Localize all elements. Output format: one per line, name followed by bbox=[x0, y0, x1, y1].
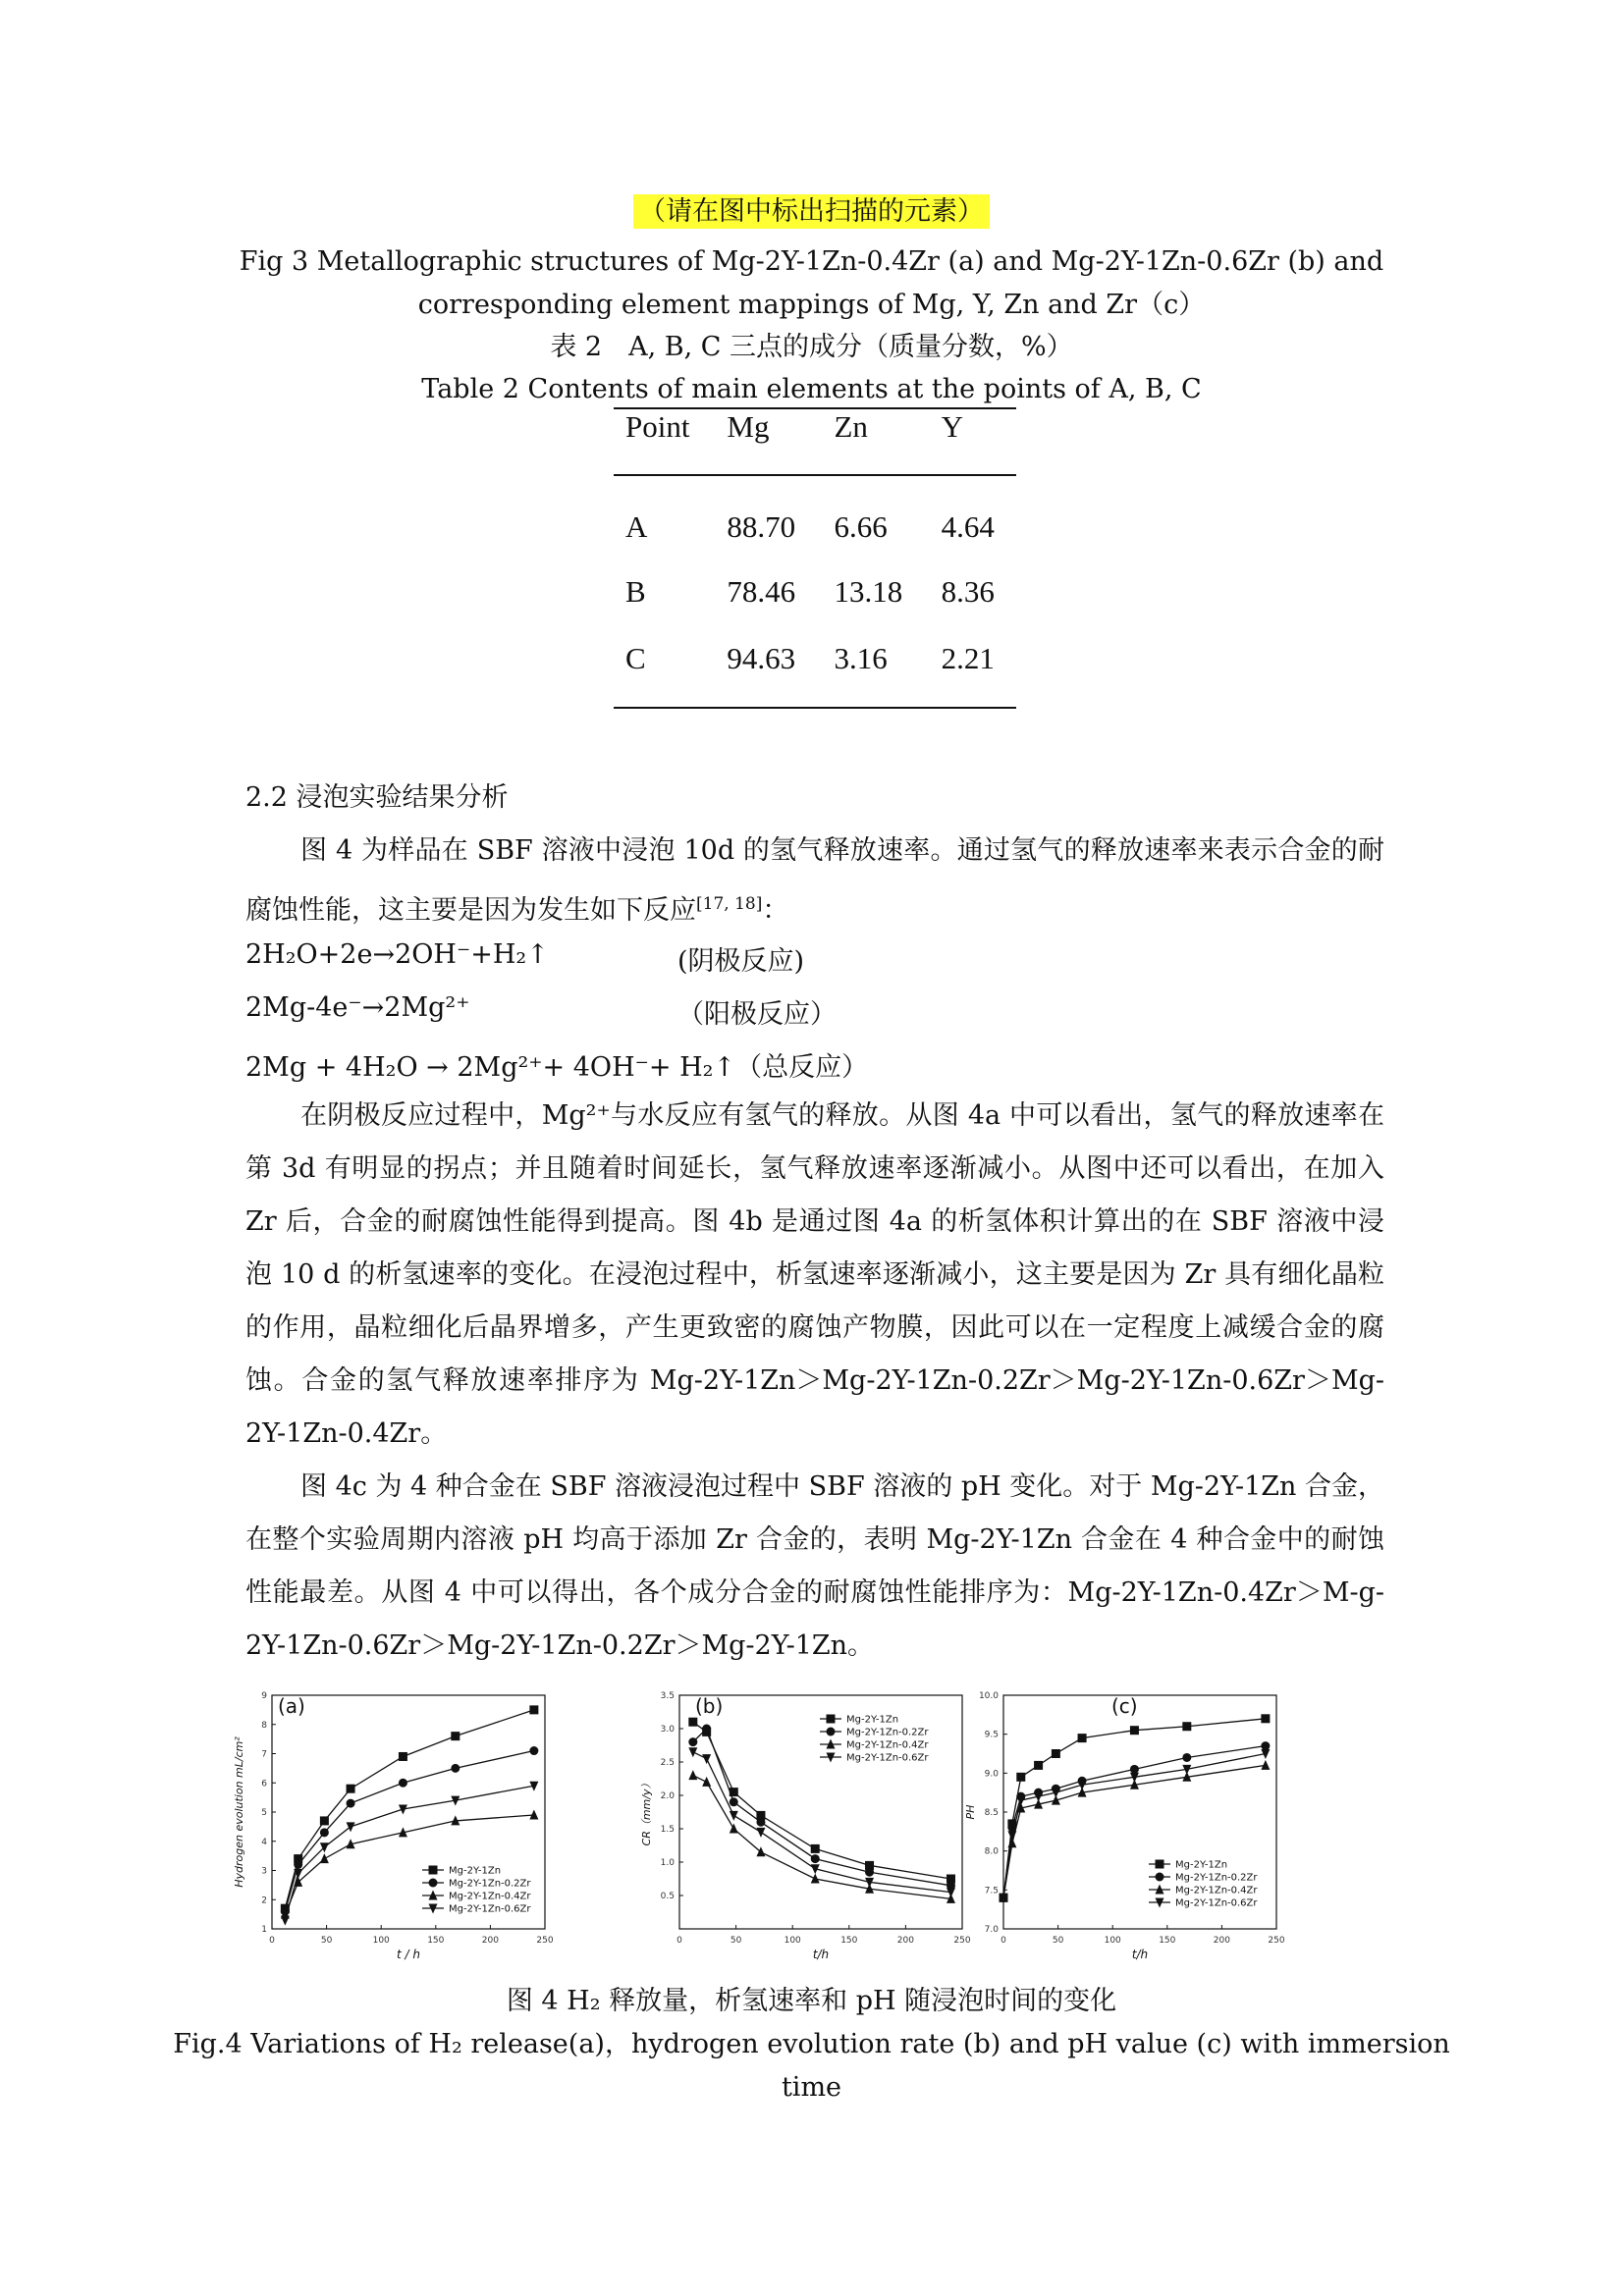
table-header-row bbox=[614, 408, 1016, 475]
x-tick-label: 100 bbox=[784, 1936, 801, 1946]
x-axis-label: t/h bbox=[812, 1948, 830, 1961]
y-tick-label: 9 bbox=[261, 1691, 267, 1701]
legend bbox=[422, 1866, 531, 1915]
data-point bbox=[347, 1822, 355, 1832]
x-axis-label: t/h bbox=[1131, 1948, 1149, 1961]
data-point bbox=[1261, 1760, 1270, 1770]
fig4-caption-cn: 图 4 H₂ 释放量，析氢速率和 pH 随浸泡时间的变化 bbox=[506, 1986, 1117, 2016]
series bbox=[281, 1809, 539, 1918]
series-line bbox=[1003, 1719, 1266, 1897]
data-point bbox=[451, 1764, 460, 1773]
data-point bbox=[756, 1828, 765, 1838]
data-point bbox=[1156, 1873, 1164, 1882]
fig3-caption-line1: Fig 3 Metallographic structures of Mg-2Y-1Zn-0.4Zr (a) and Mg-2Y-1Zn-0.6Zr (b) and bbox=[239, 246, 1384, 277]
x-tick-label: 250 bbox=[1268, 1936, 1285, 1946]
data-point bbox=[702, 1754, 711, 1764]
y-tick-label: 10.0 bbox=[978, 1691, 999, 1701]
cell: 88.70 bbox=[727, 509, 796, 544]
para1-text: 图 4 为样品在 SBF 溶液中浸泡 10d 的氢气释放速率。通过氢气的释放速率来表示合金的耐腐蚀性能，这主要是因为发生如下反应 bbox=[245, 835, 1384, 926]
legend-entry: Mg-2Y-1Zn-0.6Zr bbox=[449, 1903, 531, 1915]
data-point bbox=[1078, 1734, 1087, 1742]
para1-end: ： bbox=[762, 895, 789, 926]
data-point bbox=[1130, 1765, 1139, 1774]
highlight-note: （请在图中标出扫描的元素） bbox=[0, 193, 1623, 231]
panel-label: (a) bbox=[278, 1694, 305, 1718]
data-point bbox=[730, 1811, 738, 1821]
x-tick-label: 50 bbox=[320, 1936, 333, 1946]
paragraph-3: 图 4c 为 4 种合金在 SBF 溶液浸泡过程中 SBF 溶液的 pH 变化。对于 Mg-2Y-1Zn 合金，在整个实验周期内溶液 pH 均高于添加 Zr 合金的，表明 Mg-2Y-1Zn 合金在 4 种合金中的耐蚀性能最差。从图 4 中可以得出，各个成分合金的耐腐蚀性能排序为：Mg-2Y-1Zn-0.4Zr＞M-g-2Y-1Zn-0.6Zr＞Mg-2Y-1Zn-0.2Zr＞Mg-2Y-1Zn。 bbox=[245, 1471, 1384, 1661]
equation-formula: 2Mg + 4H₂O → 2Mg²⁺+ 4OH⁻+ H₂↑（总反应） bbox=[245, 1052, 869, 1083]
legend-entry: Mg-2Y-1Zn-0.4Zr bbox=[846, 1739, 929, 1751]
y-tick-label: 9.5 bbox=[984, 1730, 999, 1740]
legend-entry: Mg-2Y-1Zn bbox=[449, 1865, 502, 1877]
cell: 8.36 bbox=[941, 573, 995, 609]
data-point bbox=[281, 1916, 290, 1926]
panel-label: (c) bbox=[1111, 1694, 1138, 1718]
col-y: Y bbox=[930, 408, 1016, 475]
data-point bbox=[429, 1879, 438, 1888]
y-tick-label: 2.0 bbox=[660, 1791, 675, 1801]
y-tick-label: 7.5 bbox=[984, 1886, 999, 1896]
x-tick-label: 100 bbox=[372, 1936, 390, 1946]
data-point bbox=[347, 1799, 355, 1808]
x-axis-label: t / h bbox=[397, 1948, 420, 1961]
legend-entry: Mg-2Y-1Zn-0.2Zr bbox=[449, 1878, 531, 1890]
cell: 78.46 bbox=[727, 573, 796, 609]
chart-hydrogen-evolution-rate bbox=[638, 1683, 972, 1961]
x-tick-label: 150 bbox=[1159, 1936, 1176, 1946]
data-point bbox=[320, 1816, 329, 1825]
table2-title-en: Table 2 Contents of main elements at the points of A, B, C bbox=[421, 374, 1202, 404]
fig3-caption-line2: corresponding element mappings of Mg, Y, Zn and Zr（c） bbox=[417, 290, 1206, 320]
data-point bbox=[294, 1860, 302, 1869]
fig4-caption-en-line1: Fig.4 Variations of H₂ release(a)，hydrogen evolution rate (b) and pH value (c) with immersion bbox=[173, 2029, 1450, 2059]
paragraph-2: 在阴极反应过程中，Mg²⁺与水反应有氢气的释放。从图 4a 中可以看出，氢气的释放速率在第 3d 有明显的拐点；并且随着时间延长，氢气释放速率逐渐减小。从图中还可以看出，在加入 Zr 后，合金的耐腐蚀性能得到提高。图 4b 是通过图 4a 的析氢体积计算出的在 SBF 溶液中浸泡 10 d 的析氢速率的变化。在浸泡过程中，析氢速率逐渐减小，这主要是因为 Zr 具有细化晶粒的作用，晶粒细化后晶界增多，产生更致密的腐蚀产物膜，因此可以在一定程度上减缓合金的腐蚀。合金的氢气释放速率排序为 Mg-2Y-1Zn＞Mg-2Y-1Zn-0.2Zr＞Mg-2Y-1Zn-0.6Zr＞Mg-2Y-1Zn-0.4Zr。 bbox=[245, 1100, 1384, 1449]
table-row bbox=[614, 553, 1016, 630]
legend bbox=[1149, 1860, 1258, 1909]
x-tick-label: 50 bbox=[730, 1936, 742, 1946]
y-tick-label: 6 bbox=[261, 1779, 267, 1789]
cell: A bbox=[625, 509, 648, 544]
data-point bbox=[688, 1770, 697, 1780]
legend bbox=[820, 1715, 929, 1764]
x-tick-label: 0 bbox=[269, 1936, 275, 1946]
fig4-caption-en-line2: time bbox=[781, 2072, 842, 2103]
data-point bbox=[1016, 1773, 1025, 1782]
equation-formula: 2H₂O+2e→2OH⁻+H₂↑ bbox=[245, 939, 549, 970]
y-tick-label: 8.0 bbox=[984, 1846, 999, 1857]
y-tick-label: 8 bbox=[261, 1720, 267, 1731]
equation-cathode bbox=[245, 939, 805, 977]
cell: 94.63 bbox=[715, 630, 822, 708]
data-point bbox=[730, 1824, 738, 1834]
data-point bbox=[529, 1705, 538, 1714]
paragraph-1 bbox=[245, 825, 1384, 937]
y-tick-label: 3 bbox=[261, 1866, 267, 1877]
data-point bbox=[1182, 1722, 1191, 1731]
x-tick-label: 200 bbox=[1213, 1936, 1230, 1946]
cell: B bbox=[625, 573, 646, 609]
data-point bbox=[347, 1785, 355, 1793]
panel-label: (b) bbox=[695, 1694, 724, 1718]
data-point bbox=[827, 1715, 836, 1724]
col-mg: Mg bbox=[715, 408, 822, 475]
cell: 13.18 bbox=[834, 573, 903, 609]
data-point bbox=[827, 1728, 836, 1736]
x-tick-label: 50 bbox=[1052, 1936, 1064, 1946]
equation-anode bbox=[245, 992, 837, 1030]
equation-label: (阴极反应) bbox=[677, 946, 805, 977]
x-tick-label: 250 bbox=[953, 1936, 971, 1946]
citation: [17, 18] bbox=[696, 894, 763, 914]
x-tick-label: 100 bbox=[1104, 1936, 1121, 1946]
series bbox=[688, 1747, 955, 1897]
data-point bbox=[1156, 1860, 1164, 1869]
data-point bbox=[1016, 1796, 1025, 1806]
cell: 6.66 bbox=[834, 509, 888, 544]
data-point bbox=[947, 1888, 955, 1897]
col-point: Point bbox=[614, 408, 715, 475]
legend-entry: Mg-2Y-1Zn-0.4Zr bbox=[1175, 1885, 1258, 1896]
data-point bbox=[1034, 1761, 1043, 1770]
y-tick-label: 5 bbox=[261, 1808, 267, 1818]
data-point bbox=[429, 1866, 438, 1875]
y-axis-label: Hydrogen evolution mL/cm² bbox=[233, 1736, 245, 1888]
y-axis-label: PH bbox=[964, 1804, 977, 1820]
equation-formula: 2Mg-4e⁻→2Mg²⁺ bbox=[245, 992, 470, 1023]
data-point bbox=[1182, 1753, 1191, 1762]
x-tick-label: 200 bbox=[481, 1936, 499, 1946]
x-tick-label: 0 bbox=[1001, 1936, 1006, 1946]
x-tick-label: 0 bbox=[676, 1936, 682, 1946]
x-tick-label: 150 bbox=[427, 1936, 445, 1946]
legend-entry: Mg-2Y-1Zn-0.2Zr bbox=[1175, 1872, 1258, 1884]
legend-entry: Mg-2Y-1Zn-0.2Zr bbox=[846, 1727, 929, 1738]
y-tick-label: 2.5 bbox=[660, 1758, 675, 1768]
data-point bbox=[1007, 1831, 1016, 1841]
cell: 2.21 bbox=[930, 630, 1016, 708]
data-point bbox=[811, 1854, 820, 1863]
y-tick-label: 2 bbox=[261, 1896, 267, 1906]
y-tick-label: 7 bbox=[261, 1749, 267, 1760]
data-point bbox=[320, 1828, 329, 1837]
y-tick-label: 3.5 bbox=[660, 1691, 675, 1701]
y-tick-label: 3.0 bbox=[660, 1725, 675, 1735]
data-point bbox=[320, 1853, 329, 1863]
data-point bbox=[688, 1737, 697, 1746]
legend-entry: Mg-2Y-1Zn-0.6Zr bbox=[846, 1752, 929, 1764]
y-tick-label: 8.5 bbox=[984, 1808, 999, 1818]
y-tick-label: 4 bbox=[261, 1837, 267, 1847]
data-point bbox=[756, 1846, 765, 1856]
data-point bbox=[1261, 1741, 1270, 1750]
data-point bbox=[811, 1844, 820, 1853]
cell: C bbox=[614, 630, 715, 708]
cell: 4.64 bbox=[941, 509, 995, 544]
data-point bbox=[451, 1732, 460, 1740]
data-point bbox=[756, 1818, 765, 1827]
y-tick-label: 9.0 bbox=[984, 1769, 999, 1780]
data-point bbox=[688, 1747, 697, 1757]
data-point bbox=[865, 1868, 874, 1877]
x-tick-label: 150 bbox=[840, 1936, 858, 1946]
cell: 3.16 bbox=[822, 630, 929, 708]
data-point bbox=[529, 1809, 538, 1819]
table-row bbox=[614, 475, 1016, 553]
chart-hydrogen-release bbox=[233, 1683, 555, 1961]
section-heading: 2.2 浸泡实验结果分析 bbox=[245, 782, 509, 813]
legend-entry: Mg-2Y-1Zn-0.4Zr bbox=[449, 1891, 531, 1902]
chart-ph-value bbox=[964, 1683, 1286, 1961]
data-point bbox=[399, 1779, 407, 1788]
equation-total bbox=[245, 1045, 868, 1084]
data-point bbox=[702, 1777, 711, 1787]
x-tick-label: 200 bbox=[896, 1936, 914, 1946]
data-point bbox=[811, 1874, 820, 1884]
x-tick-label: 250 bbox=[536, 1936, 554, 1946]
table2 bbox=[614, 407, 1016, 709]
legend-entry: Mg-2Y-1Zn-0.6Zr bbox=[1175, 1897, 1258, 1909]
data-point bbox=[529, 1746, 538, 1755]
equation-label: （阳极反应） bbox=[677, 999, 837, 1030]
y-axis-label: CR（mm/y） bbox=[640, 1778, 653, 1846]
y-tick-label: 7.0 bbox=[984, 1925, 999, 1935]
data-point bbox=[688, 1718, 697, 1727]
data-point bbox=[1261, 1714, 1270, 1723]
y-tick-label: 0.5 bbox=[660, 1892, 675, 1901]
data-point bbox=[730, 1797, 738, 1806]
data-point bbox=[1130, 1726, 1139, 1735]
y-tick-label: 1.5 bbox=[660, 1825, 675, 1835]
table2-title-cn: 表 2 A, B, C 三点的成分（质量分数，%） bbox=[550, 332, 1073, 362]
table-row bbox=[614, 630, 1016, 708]
col-zn: Zn bbox=[822, 408, 929, 475]
legend-entry: Mg-2Y-1Zn bbox=[846, 1714, 899, 1726]
y-tick-label: 1.0 bbox=[660, 1858, 675, 1868]
data-point bbox=[399, 1752, 407, 1761]
series-line bbox=[693, 1752, 951, 1893]
data-point bbox=[1052, 1749, 1060, 1758]
y-tick-label: 1 bbox=[261, 1925, 267, 1935]
legend-entry: Mg-2Y-1Zn bbox=[1175, 1859, 1228, 1871]
data-point bbox=[702, 1725, 711, 1734]
